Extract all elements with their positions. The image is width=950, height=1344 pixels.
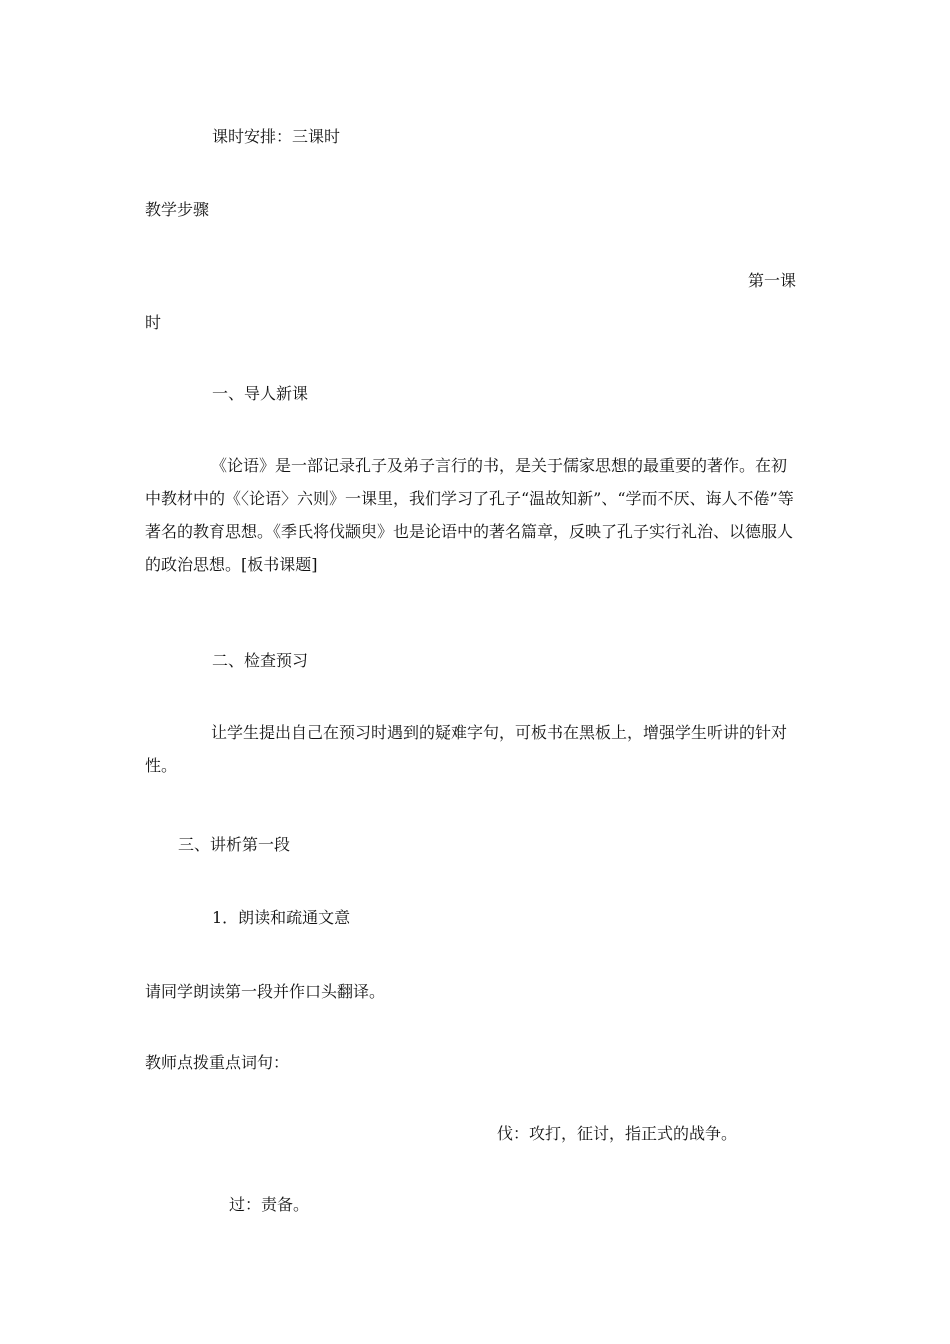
section1-paragraph: 《论语》是一部记录孔子及弟子言行的书，是关于儒家思想的最重要的著作。在初中教材中的《〈论语〉六则》一课里，我们学习了孔子“温故知新”、“学而不厌、诲人不倦”等著名的教育思想。《季氏将伐颛臾》也是论语中的著名篇章，反映了孔子实行礼治、以德服人的政治思想。[板书课题] <box>145 456 794 574</box>
section1-heading: 一、导人新课 <box>212 384 309 403</box>
section2-paragraph: 让学生提出自己在预习时遇到的疑难字句，可板书在黑板上，增强学生听讲的针对性。 <box>145 723 788 775</box>
lesson-label-part1: 第一课 <box>748 271 797 290</box>
section3-heading: 三、讲析第一段 <box>178 835 291 854</box>
teacher-note: 教师点拨重点词句： <box>145 1053 290 1072</box>
schedule-line: 课时安排：三课时 <box>212 127 341 146</box>
subsection1-heading: 1．朗读和疏通文意 <box>212 908 351 927</box>
gloss-guo: 过：责备。 <box>229 1195 310 1214</box>
read-instruction: 请同学朗读第一段并作口头翻译。 <box>145 982 386 1001</box>
section2-heading: 二、检查预习 <box>212 651 309 670</box>
lesson-label-part2: 时 <box>145 313 162 332</box>
steps-heading: 教学步骤 <box>145 200 210 219</box>
gloss-fa: 伐：攻打，征讨，指正式的战争。 <box>497 1124 738 1143</box>
